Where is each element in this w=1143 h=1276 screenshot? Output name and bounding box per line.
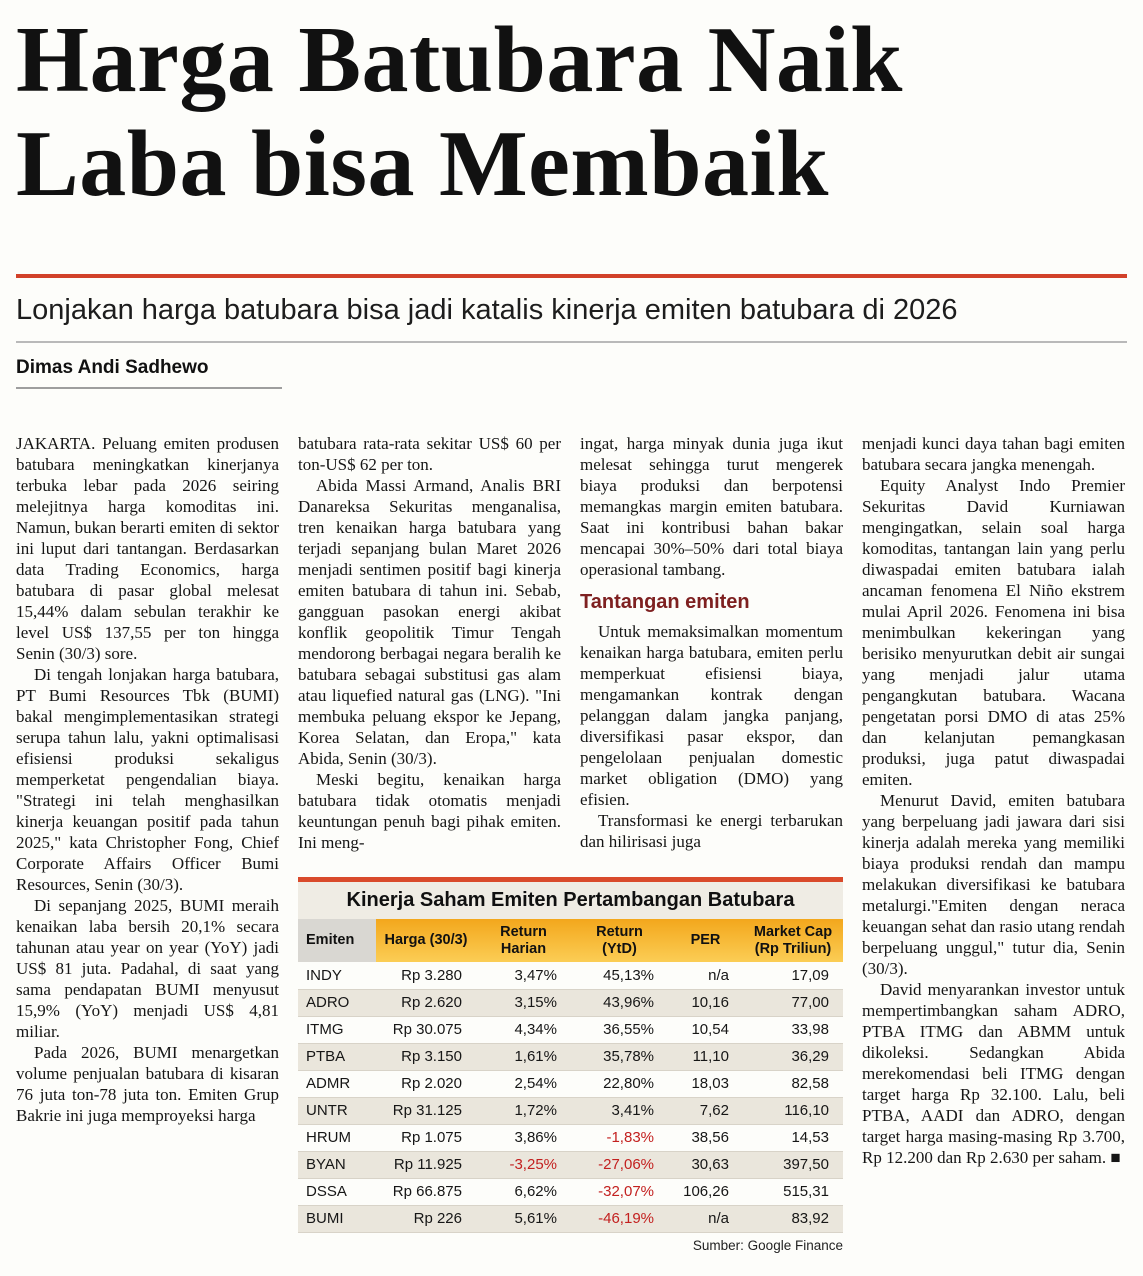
table-cell: 515,31 (743, 1178, 843, 1205)
column-header-harga: Harga (30/3) (376, 919, 476, 962)
table-cell: 1,61% (476, 1043, 571, 1070)
table-cell: 82,58 (743, 1070, 843, 1097)
byline-divider (16, 387, 282, 389)
table-cell: n/a (668, 962, 743, 989)
paragraph: Abida Massi Armand, Analis BRI Danareksa Sekuritas menganalisa, tren kenaikan harga batubara yang terjadi sepanjang bulan Maret 2026 menjadi sentimen positif bagi kinerja emiten batubara di tahun ini. Sebab, gangguan pasokan energi akibat konflik geopolitik Timur Tengah mendorong berbagai negara beralih ke batubara sebagai substitusi gas alam atau liquefied natural gas (LNG). "Ini membuka peluang ekspor ke Jepang, Korea Selatan, dan Eropa," kata Abida, Senin (30/3). (298, 476, 561, 768)
paragraph: Di sepanjang 2025, BUMI meraih kenaikan laba bersih 20,1% secara tahunan atau year on year (YoY) jadi US$ 81 juta. Padahal, di saat yang sama pendapatan BUMI menyusut 15,9% (YoY) menjadi US$ 4,81 miliar. (16, 896, 279, 1041)
table-cell: 45,13% (571, 962, 668, 989)
table-cell: DSSA (298, 1178, 376, 1205)
table-cell: 77,00 (743, 989, 843, 1016)
paragraph: menjadi kunci daya tahan bagi emiten batubara secara jangka menengah. (862, 434, 1125, 474)
column-header-market-cap: Market Cap (Rp Triliun) (743, 919, 843, 962)
table-row (298, 1178, 843, 1205)
table-cell: -3,25% (476, 1151, 571, 1178)
table-cell: Rp 11.925 (376, 1151, 476, 1178)
table-cell: Rp 2.020 (376, 1070, 476, 1097)
byline-row (0, 343, 1143, 379)
table-cell: Rp 1.075 (376, 1124, 476, 1151)
table-cell: UNTR (298, 1097, 376, 1124)
headline-line-2: Laba bisa Membaik (16, 112, 829, 216)
table-cell: 3,47% (476, 962, 571, 989)
table-cell: HRUM (298, 1124, 376, 1151)
table-cell: ADRO (298, 989, 376, 1016)
table-cell: ADMR (298, 1070, 376, 1097)
table-cell: 33,98 (743, 1016, 843, 1043)
paragraph: Pada 2026, BUMI menargetkan volume penjualan batubara di kisaran 76 juta ton-78 juta ton. Emiten Grup Bakrie ini juga memproyeksi harga (16, 1043, 279, 1125)
table-cell: 35,78% (571, 1043, 668, 1070)
table-row (298, 989, 843, 1016)
data-table (298, 919, 843, 1233)
table-cell: Rp 30.075 (376, 1016, 476, 1043)
headline-line-1: Harga Batubara Naik (16, 8, 903, 112)
table-row (298, 1097, 843, 1124)
paragraph: batubara rata-rata sekitar US$ 60 per ton-US$ 62 per ton. (298, 434, 561, 474)
table-header-row (298, 919, 843, 962)
table-cell: 22,80% (571, 1070, 668, 1097)
table-cell: -46,19% (571, 1205, 668, 1232)
table-cell: 4,34% (476, 1016, 571, 1043)
table-cell: Rp 31.125 (376, 1097, 476, 1124)
table-cell: Rp 3.150 (376, 1043, 476, 1070)
paragraph: Di tengah lonjakan harga batubara, PT Bumi Resources Tbk (BUMI) bakal mengimplementasikan strategi serupa tahun lalu, yakni optimalisasi efisiensi produksi sekaligus memperketat pengendalian biaya. "Strategi ini telah menghasilkan kinerja keuangan positif pada tahun 2025," kata Christopher Fong, Chief Corporate Affairs Officer Bumi Resources, Senin (30/3). (16, 665, 279, 894)
table-cell: Rp 2.620 (376, 989, 476, 1016)
table-cell: 30,63 (668, 1151, 743, 1178)
table-cell: 5,61% (476, 1205, 571, 1232)
headline (0, 0, 1143, 216)
table-cell: -27,06% (571, 1151, 668, 1178)
table-cell: 3,86% (476, 1124, 571, 1151)
table-cell: 11,10 (668, 1043, 743, 1070)
standfirst: Lonjakan harga batubara bisa jadi katalis kinerja emiten batubara di 2026 (16, 294, 958, 326)
column-header-per: PER (668, 919, 743, 962)
paragraph: David menyarankan investor untuk mempertimbangkan saham ADRO, PTBA ITMG dan ABMM untuk dikoleksi. Sedangkan Abida merekomendasi beli ITMG dengan target harga Rp 32.100. Lalu, beli PTBA, AADI dan ADRO, dengan target harga masing-masing Rp 3.700, Rp 12.200 dan Rp 2.630 per saham. ■ (862, 980, 1125, 1167)
column-header-return-harian: Return Harian (476, 919, 571, 962)
table-body (298, 962, 843, 1232)
column-3 (580, 433, 843, 869)
table-cell: -1,83% (571, 1124, 668, 1151)
table-title: Kinerja Saham Emiten Pertambangan Batubara (298, 882, 843, 919)
section-heading: Tantangan emiten (580, 591, 750, 613)
table-cell: -32,07% (571, 1178, 668, 1205)
paragraph: Equity Analyst Indo Premier Sekuritas David Kurniawan mengingatkan, selain soal harga komoditas, tantangan lain yang perlu diwaspadai emiten batubara ialah ancaman fenomena El Niño ekstrem mulai April 2026. Fenomena ini bisa menimbulkan kekeringan yang berisiko menyurutkan debit air sungai yang menjadi jalur utama pengangkutan batubara. Wacana pengetatan porsi DMO di atas 25% dan kelanjutan pemangkasan produksi, juga patut diwaspadai emiten. (862, 476, 1125, 789)
column-4 (862, 433, 1125, 1168)
column-1 (16, 433, 279, 1168)
table-cell: 14,53 (743, 1124, 843, 1151)
table-cell: 7,62 (668, 1097, 743, 1124)
table-cell: 2,54% (476, 1070, 571, 1097)
table-cell: 38,56 (668, 1124, 743, 1151)
table-cell: ITMG (298, 1016, 376, 1043)
paragraph: Menurut David, emiten batubara yang berpeluang jadi jawara dari sisi kinerja adalah mereka yang memiliki biaya produksi rendah dan mampu melakukan diversifikasi ke batubara metalurgi."Emiten dengan neraca keuangan sehat dan rasio utang rendah berpeluang unggul," tutur dia, Senin (30/3). (862, 791, 1125, 978)
table-row (298, 1043, 843, 1070)
table-cell: Rp 226 (376, 1205, 476, 1232)
table-cell: 83,92 (743, 1205, 843, 1232)
table-cell: BUMI (298, 1205, 376, 1232)
byline: Dimas Andi Sadhewo (16, 357, 209, 378)
paragraph: Meski begitu, kenaikan harga batubara tidak otomatis menjadi keuntungan penuh bagi pihak emiten. Ini meng- (298, 770, 561, 852)
table-cell: 17,09 (743, 962, 843, 989)
table-cell: 3,41% (571, 1097, 668, 1124)
table-cell: INDY (298, 962, 376, 989)
table-cell: 36,55% (571, 1016, 668, 1043)
table-cell: 397,50 (743, 1151, 843, 1178)
paragraph: ingat, harga minyak dunia juga ikut melesat sehingga turut mengerek biaya produksi dan berpotensi memangkas margin emiten batubara. Saat ini kontribusi bahan bakar mencapai 30%–50% dari total biaya operasional tambang. (580, 434, 843, 579)
table-cell: Rp 66.875 (376, 1178, 476, 1205)
table-cell: 3,15% (476, 989, 571, 1016)
article-body (0, 433, 1143, 1253)
table-row (298, 1016, 843, 1043)
table-source: Sumber: Google Finance (692, 1237, 843, 1253)
table-cell: 10,54 (668, 1016, 743, 1043)
table-cell: BYAN (298, 1151, 376, 1178)
table-row (298, 962, 843, 989)
stock-performance-table (298, 877, 843, 1253)
table-cell: 18,03 (668, 1070, 743, 1097)
table-row (298, 1205, 843, 1232)
table-cell: 1,72% (476, 1097, 571, 1124)
table-header (298, 919, 843, 962)
table-cell: 43,96% (571, 989, 668, 1016)
paragraph: Transformasi ke energi terbarukan dan hilirisasi juga (580, 811, 843, 851)
table-cell: 116,10 (743, 1097, 843, 1124)
table-row (298, 1151, 843, 1178)
table-cell: n/a (668, 1205, 743, 1232)
column-header-return-ytd: Return (YtD) (571, 919, 668, 962)
table-cell: 106,26 (668, 1178, 743, 1205)
column-2 (298, 433, 561, 869)
paragraph: Untuk memaksimalkan momentum kenaikan harga batubara, emiten perlu memperkuat efisiensi biaya, mengamankan kontrak dengan pelanggan dalam jangka panjang, diversifikasi pasar ekspor, dan pengelolaan penjualan domestic market obligation (DMO) yang efisien. (580, 622, 843, 809)
column-header-emiten: Emiten (298, 919, 376, 962)
table-cell: 36,29 (743, 1043, 843, 1070)
paragraph: JAKARTA. Peluang emiten produsen batubara meningkatkan kinerjanya terbuka lebar pada 2026 seiring melejitnya harga komoditas ini. Namun, bukan berarti emiten di sektor ini luput dari tantangan. Berdasarkan data Trading Economics, harga batubara di pasar global melesat 15,44% dalam sebulan terakhir ke level US$ 137,55 per ton hingga Senin (30/3) sore. (16, 434, 279, 663)
table-cell: 6,62% (476, 1178, 571, 1205)
table-cell: Rp 3.280 (376, 962, 476, 989)
table-row (298, 1124, 843, 1151)
table-cell: 10,16 (668, 989, 743, 1016)
table-cell: PTBA (298, 1043, 376, 1070)
table-row (298, 1070, 843, 1097)
